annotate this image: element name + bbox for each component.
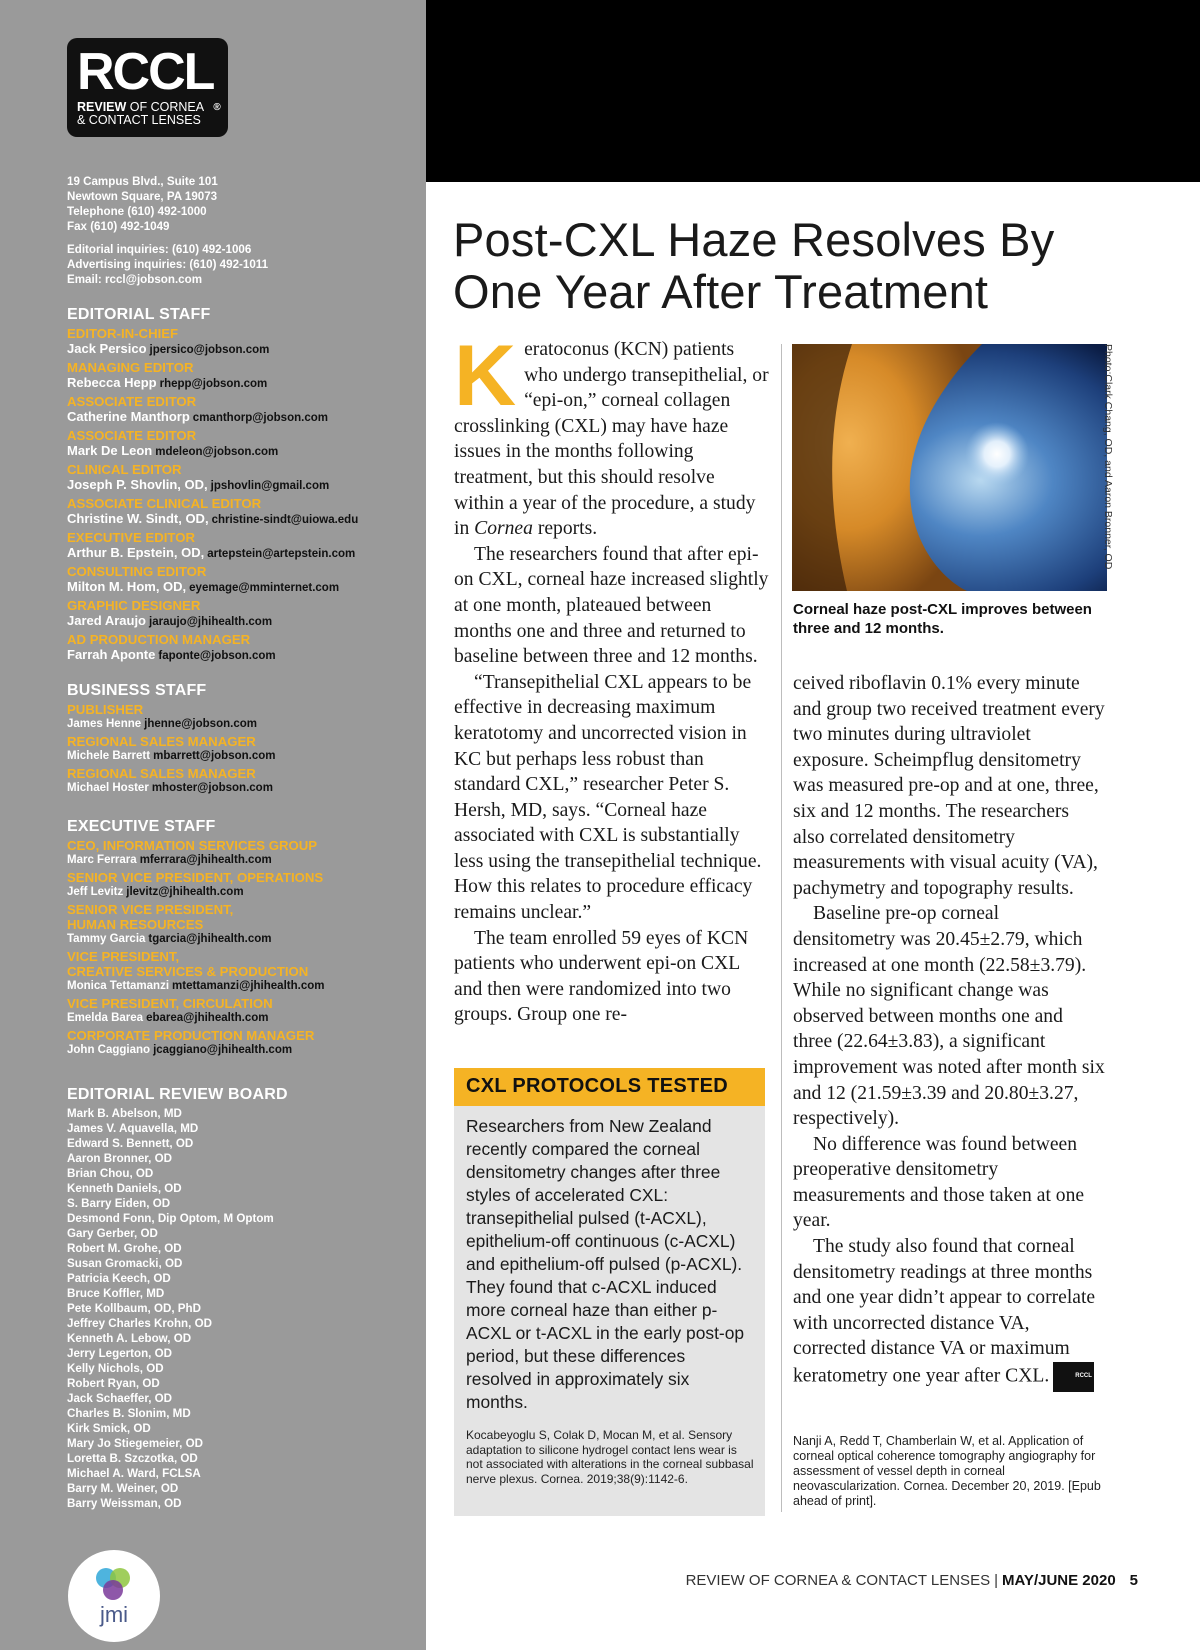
review-board-member: Bruce Koffler, MD: [67, 1287, 165, 1300]
masthead-sidebar: [0, 0, 426, 1650]
cxl-protocols-box: [454, 1068, 765, 1516]
editorial-review-board: [67, 1086, 288, 1511]
logo-mark: RCCL®: [77, 43, 221, 113]
footer-publication: REVIEW OF CORNEA & CONTACT LENSES: [685, 1572, 991, 1589]
fax: Fax (610) 492-1049: [67, 220, 170, 233]
staff-role: SENIOR VICE PRESIDENT, OPERATIONS: [67, 870, 324, 885]
article-reference: Nanji A, Redd T, Chamberlain W, et al. Application of corneal optical coherence tomography angiography for assessment of vessel depth in corneal neovascularization. Cornea. December 20, 2019. [Epub ahead of print].: [793, 1434, 1101, 1508]
review-board-member: Kelly Nichols, OD: [67, 1362, 164, 1375]
staff-person: Michael Hoster mhoster@jobson.com: [67, 782, 273, 794]
staff-person: Marc Ferrara mferrara@jhihealth.com: [67, 854, 272, 866]
page-footer: [686, 1572, 1138, 1589]
staff-role: ASSOCIATE CLINICAL EDITOR: [67, 496, 262, 511]
business-staff: [67, 682, 276, 798]
advertising-inquiries: Advertising inquiries: (610) 492-1011: [67, 258, 269, 271]
staff-role: CREATIVE SERVICES & PRODUCTION: [67, 964, 309, 979]
review-board-member: Loretta B. Szczotka, OD: [67, 1452, 198, 1465]
staff-person: Farrah Aponte faponte@jobson.com: [67, 647, 276, 662]
rccl-end-mark-icon: RCCL: [1053, 1362, 1094, 1392]
review-board-member: Barry M. Weiner, OD: [67, 1482, 179, 1495]
contact-email: Email: rccl@jobson.com: [67, 273, 203, 286]
review-board-member: Mary Jo Stiegemeier, OD: [67, 1437, 203, 1450]
article-paragraph: “Transepithelial CXL appears to be effective in decreasing maximum keratotomy and uncorrected vision in KC but perhaps less robust than standard CXL,” researcher Peter S. Hersh, MD, says. “Corneal haze associated with CXL is substantially less using the transepithelial technique. How this relates to procedure efficacy remains unclear.”: [454, 671, 762, 924]
staff-role: EDITOR-IN-CHIEF: [67, 326, 179, 341]
executive-staff: [67, 818, 324, 1060]
review-board-member: James V. Aquavella, MD: [67, 1122, 199, 1135]
telephone: Telephone (610) 492-1000: [67, 205, 207, 218]
staff-role: CORPORATE PRODUCTION MANAGER: [67, 1028, 315, 1043]
staff-role: REGIONAL SALES MANAGER: [67, 766, 256, 781]
section-heading: BUSINESS STAFF: [67, 682, 207, 699]
address-line: Newtown Square, PA 19073: [67, 190, 218, 203]
article-paragraph: No difference was found between preoperative densitometry measurements and those taken at one year.: [793, 1133, 1085, 1232]
staff-role: HUMAN RESOURCES: [67, 917, 204, 932]
review-board-member: Patricia Keech, OD: [67, 1272, 171, 1285]
review-board-member: Susan Gromacki, OD: [67, 1257, 183, 1270]
staff-person: James Henne jhenne@jobson.com: [67, 718, 257, 730]
box-title: CXL PROTOCOLS TESTED: [454, 1068, 765, 1106]
staff-person: Rebecca Hepp rhepp@jobson.com: [67, 375, 268, 390]
staff-person: Milton M. Hom, OD, eyemage@mminternet.com: [67, 579, 340, 594]
staff-person: Mark De Leon mdeleon@jobson.com: [67, 443, 279, 458]
editorial-staff: [67, 306, 358, 666]
review-board-member: Kirk Smick, OD: [67, 1422, 151, 1435]
staff-person: Michele Barrett mbarrett@jobson.com: [67, 750, 276, 762]
column-divider: [781, 344, 782, 1512]
box-reference: Kocabeyoglu S, Colak D, Mocan M, et al. Sensory adaptation to silicone hydrogel contact lens wear is not associated with alterations in the corneal subbasal nerve plexus. Cornea. 2019;38(9):1142-6.: [466, 1428, 754, 1486]
review-board-member: Pete Kollbaum, OD, PhD: [67, 1302, 201, 1315]
staff-person: Christine W. Sindt, OD, christine-sindt@uiowa.edu: [67, 511, 359, 526]
staff-role: GRAPHIC DESIGNER: [67, 598, 201, 613]
logo-subtitle: REVIEW OF CORNEA & CONTACT LENSES: [77, 100, 205, 127]
staff-person: Arthur B. Epstein, OD, artepstein@artepstein.com: [67, 545, 356, 560]
staff-role: CLINICAL EDITOR: [67, 462, 182, 477]
section-heading: EXECUTIVE STAFF: [67, 818, 216, 835]
staff-person: Tammy Garcia tgarcia@jhihealth.com: [67, 933, 272, 945]
jmi-logo: [68, 1550, 160, 1642]
box-body: Researchers from New Zealand recently compared the corneal densitometry changes after three styles of accelerated CXL: transepithelial pulsed (t-ACXL), epithelium-off continuous (c-ACXL) and epithelium-off pulsed (p-ACXL). They found that c-ACXL induced more corneal haze than either p-ACXL or t-ACXL in the early post-op period, but these differences resolved in approximately six months.: [466, 1116, 745, 1412]
staff-person: Jeff Levitz jlevitz@jhihealth.com: [67, 886, 244, 898]
staff-role: ASSOCIATE EDITOR: [67, 428, 197, 443]
review-board-member: Charles B. Slonim, MD: [67, 1407, 191, 1420]
editorial-inquiries: Editorial inquiries: (610) 492-1006: [67, 243, 252, 256]
article-headline: Post-CXL Haze Resolves By One Year After Treatment: [453, 213, 1055, 318]
review-board-member: Edward S. Bennett, OD: [67, 1137, 194, 1150]
review-board-member: Brian Chou, OD: [67, 1167, 154, 1180]
article-column-2: [793, 671, 1105, 1392]
jmi-wordmark: jmi: [99, 1602, 129, 1627]
photo-credit: Photo:Clark Chang, OD, and Aaron Bronner, OD: [1102, 344, 1114, 570]
review-board-member: Michael A. Ward, FCLSA: [67, 1467, 201, 1480]
staff-role: EXECUTIVE EDITOR: [67, 530, 195, 545]
article-paragraph: The researchers found that after epi-on CXL, corneal haze increased slightly at one month, plateaued between months one and three and returned to baseline between three and 12 months.: [454, 543, 769, 668]
staff-role: AD PRODUCTION MANAGER: [67, 632, 251, 647]
staff-role: CEO, INFORMATION SERVICES GROUP: [67, 838, 318, 853]
review-board-member: Kenneth A. Lebow, OD: [67, 1332, 192, 1345]
review-board-member: Aaron Bronner, OD: [67, 1152, 173, 1165]
address-line: 19 Campus Blvd., Suite 101: [67, 175, 218, 188]
staff-person: Jared Araujo jaraujo@jhihealth.com: [67, 613, 273, 628]
staff-role: CONSULTING EDITOR: [67, 564, 207, 579]
staff-person: Joseph P. Shovlin, OD, jpshovlin@gmail.com: [67, 477, 330, 492]
review-board-member: Gary Gerber, OD: [67, 1227, 158, 1240]
staff-role: VICE PRESIDENT, CIRCULATION: [67, 996, 273, 1011]
article-paragraph: ceived riboflavin 0.1% every minute and group two received treatment every two minutes during ultraviolet exposure. Scheimpflug densitometry was measured pre-op and at one, three, six and 12 months. The researchers also correlated densitometry measurements with visual acuity (VA), pachymetry and topography results.: [793, 673, 1105, 899]
top-banner: [426, 0, 1200, 182]
article-paragraph: The study also found that corneal densitometry readings at three months and one year didn’t appear to correlate with uncorrected distance VA, corrected distance VA or maximum keratometry one year after CXL. RCCL: [793, 1234, 1105, 1392]
photo-caption: Corneal haze post-CXL improves between three and 12 months.: [793, 601, 1092, 637]
review-board-member: Jack Schaeffer, OD: [67, 1392, 173, 1405]
drop-cap: K: [454, 328, 517, 424]
review-board-member: Desmond Fonn, Dip Optom, M Optom: [67, 1212, 274, 1225]
staff-role: PUBLISHER: [67, 702, 144, 717]
review-board-member: S. Barry Eiden, OD: [67, 1197, 171, 1210]
corneal-haze-photo: [792, 344, 1107, 591]
review-board-member: Robert M. Grohe, OD: [67, 1242, 182, 1255]
footer-separator: |: [994, 1572, 998, 1589]
staff-role: VICE PRESIDENT,: [67, 949, 180, 964]
staff-role: SENIOR VICE PRESIDENT,: [67, 902, 234, 917]
staff-person: John Caggiano jcaggiano@jhihealth.com: [67, 1044, 293, 1056]
review-board-member: Jeffrey Charles Krohn, OD: [67, 1317, 212, 1330]
section-heading: EDITORIAL REVIEW BOARD: [67, 1086, 288, 1103]
article-paragraph: The team enrolled 59 eyes of KCN patients who underwent epi-on CXL and then were randomized into two groups. Group one re-: [454, 927, 749, 1026]
staff-person: Emelda Barea ebarea@jhihealth.com: [67, 1012, 269, 1024]
review-board-member: Mark B. Abelson, MD: [67, 1107, 182, 1120]
rccl-logo: [67, 38, 228, 137]
review-board-member: Kenneth Daniels, OD: [67, 1182, 182, 1195]
review-board-member: Barry Weissman, OD: [67, 1497, 182, 1510]
article-paragraph: Baseline pre-op corneal densitometry was 20.45±2.79, which increased at one month (22.58±3.79). While no significant change was observed between months one and three (22.64±3.83), a significant improvement was noted after month six and 12 (21.59±3.39 and 20.80±3.27, respectively).: [793, 903, 1105, 1130]
article-column-1: [454, 328, 769, 1028]
review-board-member: Jerry Legerton, OD: [67, 1347, 173, 1360]
section-heading: EDITORIAL STAFF: [67, 306, 211, 323]
staff-role: REGIONAL SALES MANAGER: [67, 734, 256, 749]
page-number: 5: [1129, 1572, 1138, 1589]
staff-person: Jack Persico jpersico@jobson.com: [67, 341, 270, 356]
review-board-list: [67, 1106, 288, 1511]
staff-person: Monica Tettamanzi mtettamanzi@jhihealth.com: [67, 980, 325, 992]
staff-person: Catherine Manthorp cmanthorp@jobson.com: [67, 409, 328, 424]
review-board-member: Robert Ryan, OD: [67, 1377, 160, 1390]
staff-role: MANAGING EDITOR: [67, 360, 194, 375]
staff-role: ASSOCIATE EDITOR: [67, 394, 197, 409]
footer-issue: MAY/JUNE 2020: [1001, 1572, 1116, 1589]
contact-info: [67, 174, 268, 287]
article-paragraph: Keratoconus (KCN) patients who undergo transepithelial, or “epi-on,” corneal collagen crosslinking (CXL) may have haze issues in the months following treatment, but this should resolve within a year of the procedure, a study in Cornea reports.: [454, 328, 769, 540]
eye-image-icon: [792, 344, 1107, 591]
